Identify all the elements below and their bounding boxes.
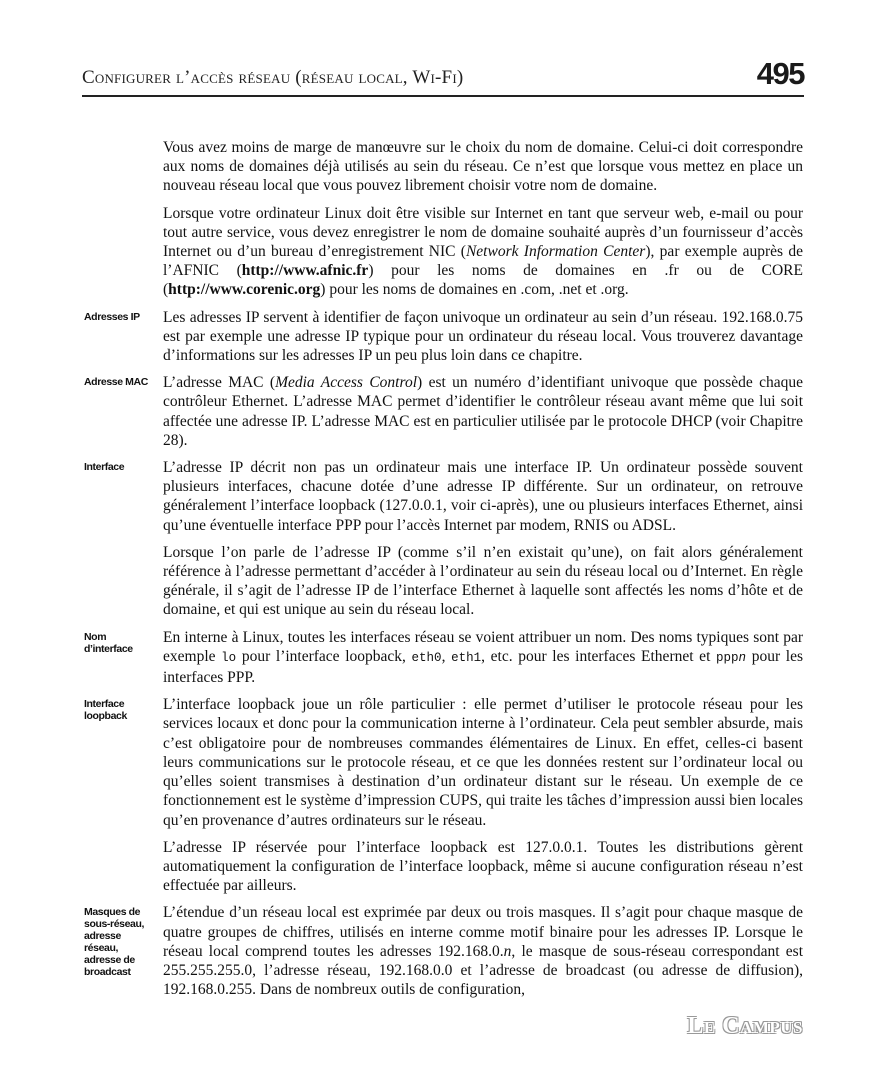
- margin-label-masques: Masques de sous-réseau, adresse réseau, adresse de broadcast: [84, 906, 144, 979]
- section-interface: [0, 458, 885, 620]
- paragraph-interface-loopback-2: L’adresse IP réservée pour l’interface loopback est 127.0.0.1. Toutes les distributions gèrent automatiquement la configuration de l’interface loopback, même si aucune configuration réseau n’est effectuée par ailleurs.: [163, 838, 803, 895]
- code-eth1: eth1: [451, 650, 482, 665]
- paragraph-adresse-mac: L’adresse MAC (Media Access Control) est un numéro d’identifiant univoque que possède chaque contrôleur Ethernet. L’adresse MAC permet d’identifier le contrôleur réseau avant même que lui soit affectée une adresse IP. L’adresse MAC est en particulier utilisée par le protocole DHCP (voir Chapitre 28).: [163, 374, 803, 449]
- paragraph-domain-registration: Lorsque votre ordinateur Linux doit être visible sur Internet en tant que serveur web, e-mail ou pour tout autre service, vous devez enregistrer le nom de domaine souhaité auprès d’un fournisseur d’accès Internet ou d’un bureau d’enregistrement NIC (Network Information Center), par exemple auprès de l’AFNIC (http://www.afnic.fr) pour les noms de domaines en .fr ou de CORE (http://www.corenic.org) pour les noms de domaines en .com, .net et .org.: [163, 204, 803, 299]
- code-eth0: eth0: [411, 650, 442, 665]
- section-masques: [0, 903, 885, 999]
- code-ppp-n: n: [738, 650, 747, 665]
- afnic-link[interactable]: http://www.afnic.fr: [241, 262, 369, 280]
- corenic-link[interactable]: http://www.corenic.org: [168, 281, 321, 299]
- section-adresse-mac: [0, 373, 885, 450]
- paragraph-interface-loopback: L’interface loopback joue un rôle particulier : elle permet d’utiliser le protocole réseau pour les services locaux et donc pour la communication interne à l’ordinateur. Cela peut sembler absurde, mais c’est obligatoire pour de nombreuses commandes élémentaires de Linux. En effet, celles-ci basent leurs communications sur le protocole réseau, et ce que les données restent sur l’ordinateur local ou qu’elles soient transmises à destination d’un ordinateur distant sur le réseau. Un exemple de ce fonctionnement est le système d’impression CUPS, qui traite les tâches d’impression aussi bien locales qu’en provenance d’autres ordinateurs sur le réseau.: [163, 696, 803, 829]
- publisher-logo: Le Campus: [687, 1013, 803, 1039]
- code-lo: lo: [221, 650, 237, 665]
- code-ppp: ppp: [716, 650, 739, 665]
- margin-label-interface: Interface: [84, 461, 125, 474]
- page-header: [82, 55, 804, 97]
- nic-term: Network Information Center: [465, 243, 646, 261]
- page-number: 495: [756, 56, 804, 91]
- running-title: Configurer l’accès réseau (réseau local, Wi-Fi): [82, 67, 464, 88]
- paragraph-adresses-ip: Les adresses IP servent à identifier de façon univoque un ordinateur au sein d’un réseau. 192.168.0.75 est par exemple une adresse IP typique pour un ordinateur du réseau local. Vous trouverez davantage d’informations sur les adresses IP un peu plus loin dans ce chapitre.: [163, 308, 803, 365]
- mac-term: Media Access Control: [275, 374, 418, 392]
- paragraph-interface-2: Lorsque l’on parle de l’adresse IP (comme s’il n’en existait qu’une), on fait alors généralement référence à l’adresse permettant d’accéder à l’ordinateur au sein du réseau local ou d’Internet. En règle générale, il s’agit de l’adresse IP de l’interface Ethernet à laquelle sont affectés les noms d’hôte et de domaine, et qui est unique au sein du réseau local.: [163, 543, 803, 619]
- paragraph-masques: L’étendue d’un réseau local est exprimée par deux ou trois masques. Il s’agit pour chaque masque de quatre groupes de chiffres, utilisés en interne comme motif binaire pour les adresses IP. Lorsque le réseau local comprend toutes les adresses 192.168.0.n, le masque de sous-réseau correspondant est 255.255.255.0, l’adresse réseau, 192.168.0.0 et l’adresse de broadcast (ou adresse de diffusion), 192.168.0.255. Dans de nombreux outils de configuration,: [163, 904, 803, 999]
- section-adresses-ip: [0, 308, 885, 366]
- margin-label-nom-interface: Nom d’interface: [84, 630, 133, 655]
- page-body: [0, 138, 885, 1007]
- paragraph-interface: L’adresse IP décrit non pas un ordinateur mais une interface IP. Un ordinateur possède souvent plusieurs interfaces, chacune dotée d’une adresse IP différente. Sur un ordinateur, on retrouve généralement l’interface loopback (127.0.0.1, voir ci-après), une ou plusieurs interfaces Ethernet, ainsi qu’une éventuelle interface PPP pour l’accès Internet par modem, RNIS ou ADSL.: [163, 459, 803, 534]
- margin-label-adresse-mac: Adresse MAC: [84, 376, 148, 389]
- margin-label-adresses-ip: Adresses IP: [84, 310, 140, 323]
- margin-label-interface-loopback: Interface loopback: [84, 698, 127, 723]
- section-nom-interface: [0, 628, 885, 688]
- section-interface-loopback: [0, 695, 885, 895]
- paragraph-domain-choice: Vous avez moins de marge de manœuvre sur le choix du nom de domaine. Celui-ci doit correspondre aux noms de domaines déjà utilisés au sein du réseau. Ce n’est que lorsque vous mettez en place un nouveau réseau local que vous pouvez librement choisir votre nom de domaine.: [163, 139, 803, 195]
- paragraph-nom-interface: En interne à Linux, toutes les interfaces réseau se voient attribuer un nom. Des noms typiques sont par exemple lo pour l’interface loopback, eth0, eth1, etc. pour les interfaces Ethernet et pppn pour les interfaces PPP.: [163, 628, 803, 687]
